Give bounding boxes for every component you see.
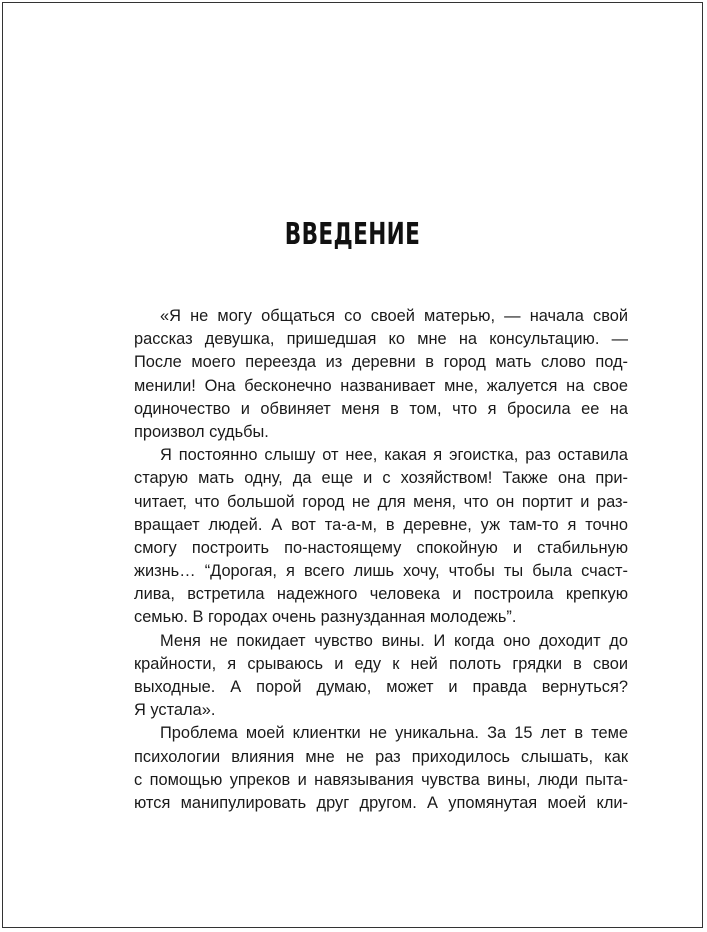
text-line: «Я не могу общаться со своей матерью, — начала свой xyxy=(160,307,628,325)
text-line: Я устала». xyxy=(134,701,216,720)
text-line: произвол судьбы. xyxy=(134,422,269,441)
text-line: семью. В городах очень разнузданная молодежь”. xyxy=(134,608,517,627)
text-line: старую мать одну, да еще и с хозяйством! Также она при- xyxy=(134,469,628,488)
book-page xyxy=(2,2,703,928)
chapter-title: ВВЕДЕНИЕ xyxy=(284,217,421,252)
text-line: психологии влияния мне не раз приходилось слышать, как xyxy=(134,747,628,766)
text-line: ются манипулировать друг другом. А упомянутая моей кли- xyxy=(134,793,628,812)
text-line: После моего переезда из деревни в город мать слово под- xyxy=(134,353,628,372)
text-line: Меня не покидает чувство вины. И когда оно доходит до xyxy=(160,631,628,650)
text-line: жизнь… “Дорогая, я всего лишь хочу, чтобы ты была счаст- xyxy=(134,562,628,581)
text-line: одиночество и обвиняет меня в том, что я бросила ее на xyxy=(134,399,628,418)
text-line: смогу построить по-настоящему спокойную и стабильную xyxy=(134,538,628,557)
body-text xyxy=(134,305,628,815)
text-line: рассказ девушка, пришедшая ко мне на консультацию. — xyxy=(134,330,628,349)
text-line: лива, встретила надежного человека и построила крепкую xyxy=(134,585,628,604)
text-line: читает, что большой город не для меня, что он портит и раз- xyxy=(134,492,628,511)
text-line: крайности, я срываюсь и еду к ней полоть грядки в свои xyxy=(134,654,628,673)
text-line: Проблема моей клиентки не уникальна. За 15 лет в теме xyxy=(160,724,628,743)
text-line: вращает людей. А вот та-а-м, в деревне, уж там-то я точно xyxy=(134,515,628,534)
text-line: выходные. А порой думаю, может и правда вернуться? xyxy=(134,678,628,696)
text-line: Я постоянно слышу от нее, какая я эгоистка, раз оставила xyxy=(160,446,628,465)
text-line: менили! Она бесконечно названивает мне, жалуется на свое xyxy=(134,376,628,395)
text-line: с помощью упреков и навязывания чувства вины, люди пыта- xyxy=(134,770,628,789)
